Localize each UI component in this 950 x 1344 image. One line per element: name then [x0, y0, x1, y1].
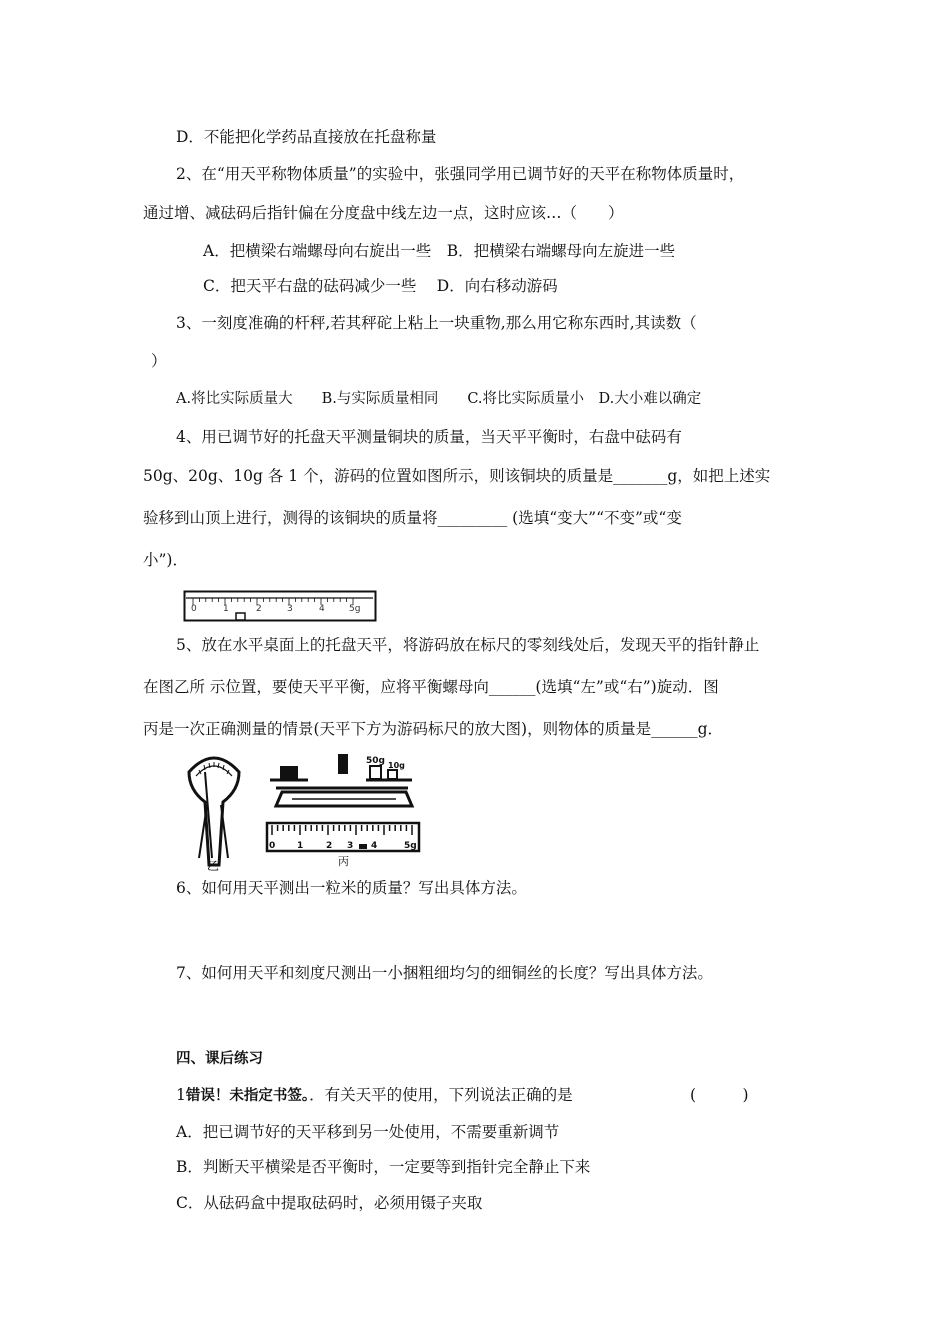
- rider: [359, 844, 367, 849]
- ruler-ticks: [193, 598, 353, 605]
- q5-figure-bing: [262, 752, 426, 870]
- section4-option-a: A．把已调节好的天平移到另一处使用，不需要重新调节: [176, 1123, 560, 1141]
- ruler-label-5g: 5g: [349, 604, 361, 614]
- ruler-label-0: 0: [191, 604, 197, 614]
- fig-label-bing: 丙: [338, 855, 349, 868]
- q6: 6、如何用天平测出一粒米的质量？写出具体方法。: [176, 879, 527, 897]
- ruler-label-2: 2: [326, 841, 333, 851]
- pointer-stand: [338, 754, 348, 774]
- ruler-label-5g: 5g: [404, 841, 417, 851]
- weight-50g: [370, 766, 381, 779]
- ruler-label-3: 3: [287, 604, 293, 614]
- q4-line2: 50g、20g、10g 各 1 个，游码的位置如图所示，则该铜块的质量是_______g，如把上述实: [143, 467, 771, 485]
- q2-options-line1: A．把横梁右端螺母向右旋出一些 B．把横梁右端螺母向左旋进一些: [203, 242, 676, 260]
- weight-label-10g: 10g: [388, 761, 405, 770]
- ruler-box: [267, 823, 419, 851]
- ruler-label-2: 2: [256, 604, 262, 614]
- ruler-label-3: 3: [347, 841, 354, 851]
- q1-number: 1: [176, 1086, 186, 1104]
- q2-stem-line2: 通过增、减砝码后指针偏在分度盘中线左边一点，这时应该…（ ）: [143, 204, 624, 222]
- q3-stem-line2: ）: [151, 352, 167, 370]
- scale-arc: [196, 766, 232, 776]
- q5-line2: 在图乙所 示位置，要使天平平衡，应将平衡螺母向______(选填“左”或“右”)旋动．图: [143, 678, 719, 696]
- q2-stem-line1: 2、在“用天平称物体质量”的实验中，张强同学用已调节好的天平在称物体质量时，: [176, 165, 745, 183]
- weight-10g: [388, 770, 397, 779]
- ruler-label-4: 4: [371, 841, 378, 851]
- section4-option-c: C．从砝码盒中提取砝码时，必须用镊子夹取: [176, 1194, 483, 1212]
- ruler-frame: [185, 592, 376, 621]
- dial-ticks: [199, 762, 229, 774]
- q5-figure-yi: [181, 750, 247, 872]
- section4-heading: 四、课后练习: [176, 1051, 263, 1067]
- q4-rider-ruler-figure: [183, 590, 377, 622]
- q1-stem: ．有关天平的使用，下列说法正确的是: [309, 1086, 573, 1104]
- q4-line4: 小”)．: [143, 551, 188, 569]
- ruler-ticks: [272, 825, 412, 835]
- rider: [236, 613, 245, 620]
- q7: 7、如何用天平和刻度尺测出一小捆粗细均匀的细铜丝的长度？写出具体方法。: [176, 964, 713, 982]
- ruler-label-1: 1: [223, 604, 229, 614]
- ruler-label-0: 0: [269, 841, 276, 851]
- q4-line3: 验移到山顶上进行，测得的该铜块的质量将_________ (选填“变大”“不变”或“变: [143, 509, 682, 527]
- q3-stem-line1: 3、一刻度准确的杆秤,若其秤砣上粘上一块重物,那么用它称东西时,其读数（: [176, 314, 697, 332]
- ruler-label-1: 1: [297, 841, 304, 851]
- section4-q1: [176, 1085, 573, 1106]
- q2-options-line2: C．把天平右盘的砝码减少一些 D．向右移动游码: [203, 277, 558, 295]
- q3-options: A.将比实际质量大 B.与实际质量相同 C.将比实际质量小 D.大小难以确定: [176, 391, 702, 407]
- weight-label-50g: 50g: [366, 756, 385, 766]
- q5-line3: 丙是一次正确测量的情景(天平下方为游码标尺的放大图)，则物体的质量是______g．: [143, 720, 724, 738]
- fig-label-yi: 乙: [207, 859, 220, 872]
- q4-line1: 4、用已调节好的托盘天平测量铜块的质量，当天平平衡时，右盘中砝码有: [176, 428, 682, 446]
- q1-answer-paren: ( ): [690, 1086, 749, 1104]
- section4-option-b: B．判断天平横梁是否平衡时，一定要等到指针完全静止下来: [176, 1158, 591, 1176]
- q1-option-d: D．不能把化学药品直接放在托盘称量: [176, 128, 437, 146]
- q1-error-bookmark: 错误！未指定书签。: [185, 1088, 310, 1104]
- ruler-label-4: 4: [319, 604, 325, 614]
- left-object: [280, 766, 298, 780]
- scale-dial: [189, 758, 239, 865]
- q5-line1: 5、放在水平桌面上的托盘天平，将游码放在标尺的零刻线处后，发现天平的指针静止: [176, 636, 760, 654]
